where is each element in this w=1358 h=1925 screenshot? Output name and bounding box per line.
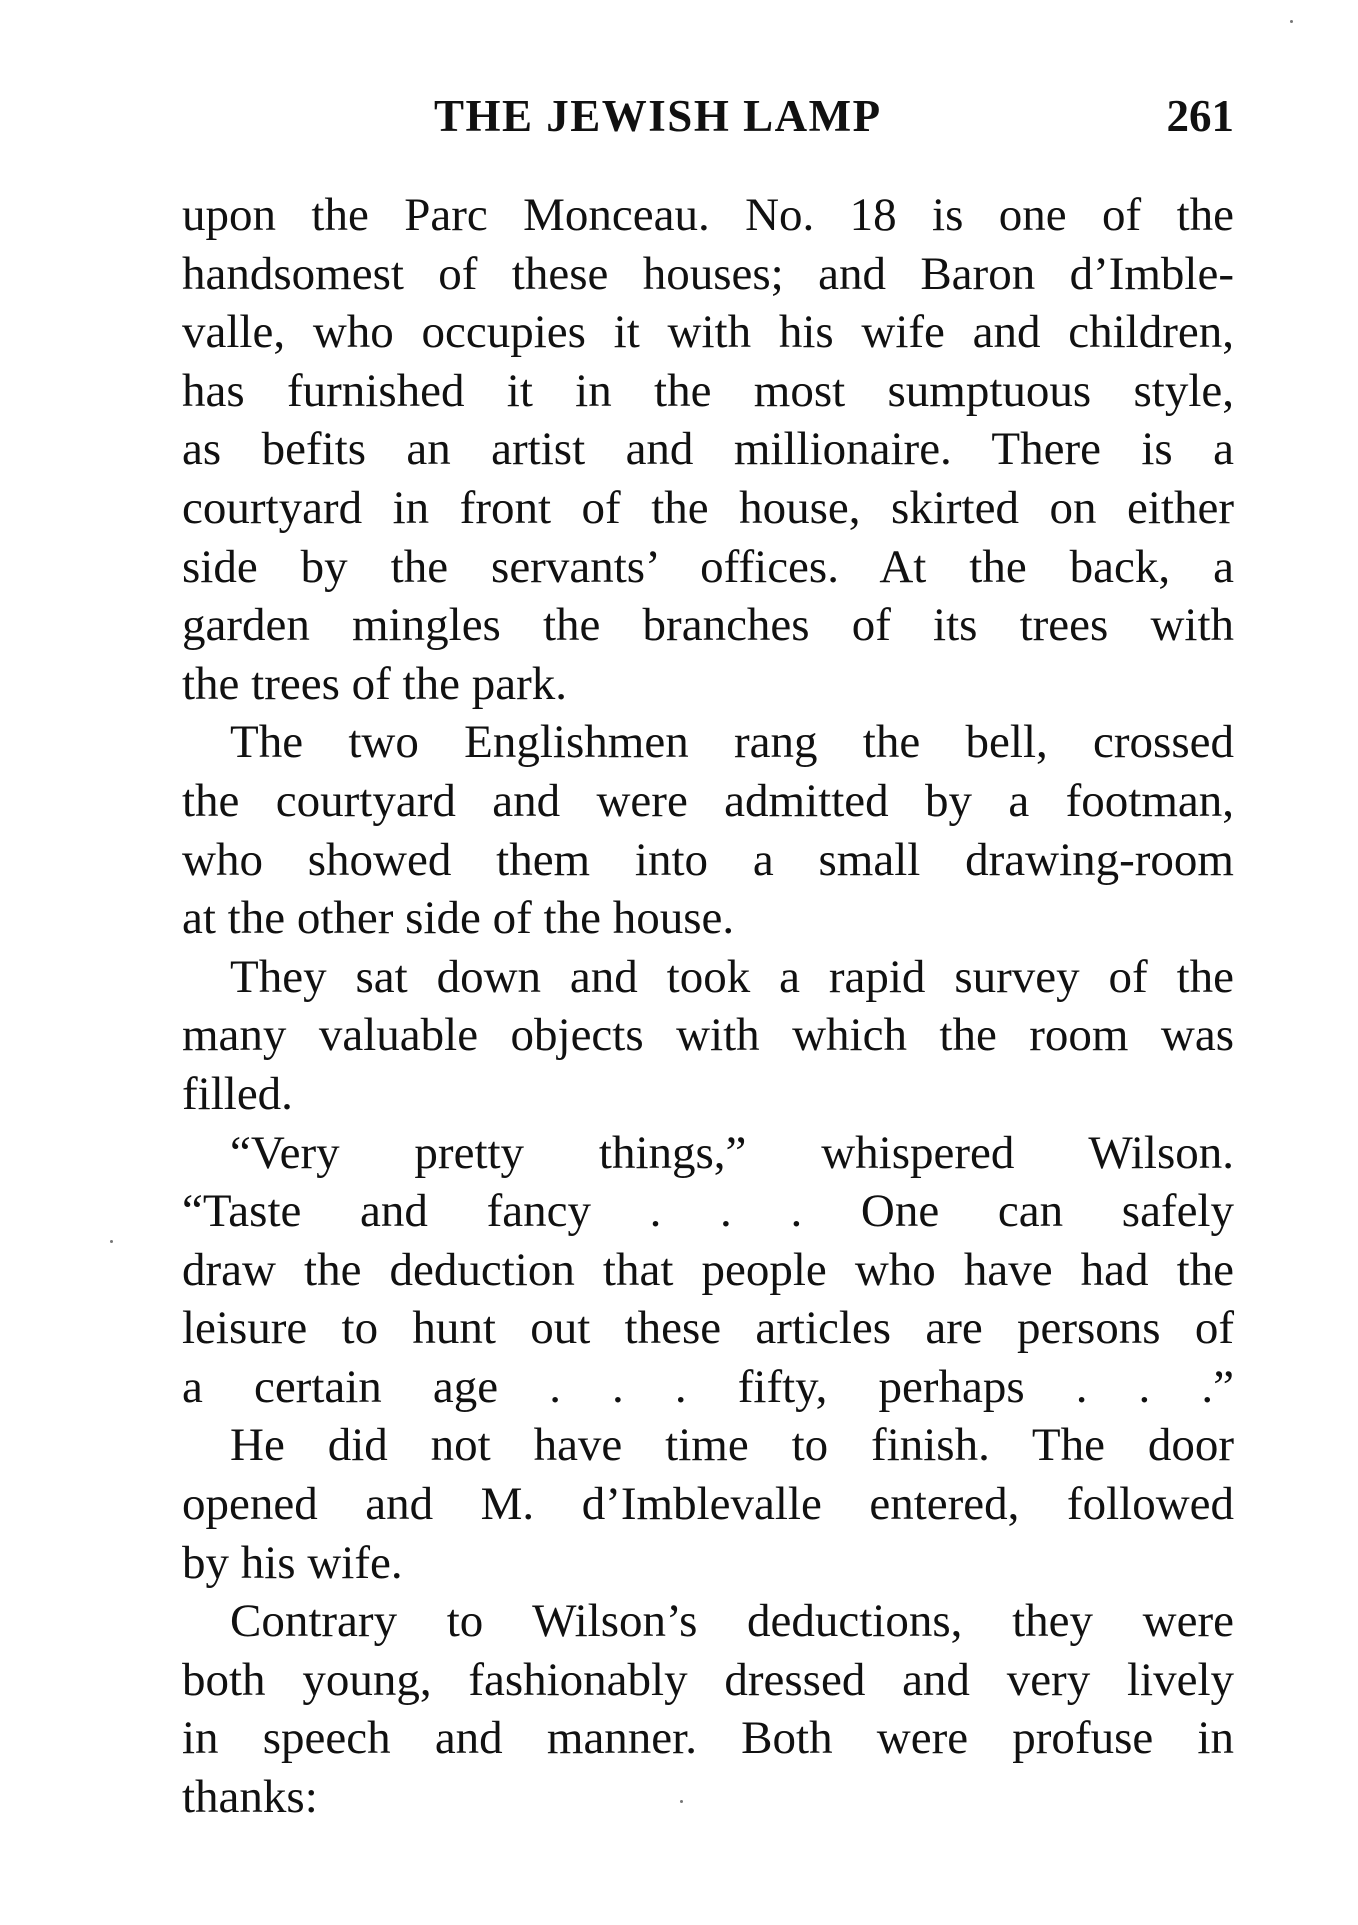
text-line: courtyard in front of the house, skirted on either [182, 481, 1234, 534]
text-line: at the other side of the house. [182, 892, 735, 945]
text-line: the trees of the park. [182, 657, 567, 710]
text-line: both young, fashionably dressed and very lively [182, 1653, 1234, 1706]
print-speck [1290, 20, 1293, 23]
print-speck [680, 1800, 683, 1803]
text-line: leisure to hunt out these articles are persons of [182, 1302, 1234, 1355]
text-line: thanks: [182, 1771, 318, 1824]
text-line: in speech and manner. Both were profuse in [182, 1712, 1234, 1765]
text-line: garden mingles the branches of its trees with [182, 599, 1234, 652]
text-line: “Very pretty things,” whispered Wilson. [230, 1126, 1234, 1179]
text-line: a certain age . . . fifty, perhaps . . .” [182, 1360, 1234, 1413]
text-line: filled. [182, 1067, 293, 1120]
text-line: valle, who occupies it with his wife and children, [182, 306, 1234, 359]
text-line: side by the servants’ offices. At the back, a [182, 540, 1234, 593]
text-line: upon the Parc Monceau. No. 18 is one of the [182, 189, 1234, 241]
running-title: THE JEWISH LAMP [434, 91, 882, 141]
text-line: has furnished it in the most sumptuous style, [182, 364, 1234, 417]
body-text [182, 186, 1234, 1827]
text-line: They sat down and took a rapid survey of the [230, 950, 1234, 1003]
text-line: as befits an artist and millionaire. There is a [182, 423, 1234, 476]
text-line: opened and M. d’Imblevalle entered, followed [182, 1478, 1234, 1531]
text-line: draw the deduction that people who have had the [182, 1243, 1234, 1296]
text-line: many valuable objects with which the room was [182, 1009, 1234, 1062]
text-line: “Taste and fancy . . . One can safely [182, 1185, 1234, 1238]
text-line: Contrary to Wilson’s deductions, they were [230, 1595, 1234, 1648]
text-line: He did not have time to finish. The door [230, 1419, 1234, 1472]
text-line: by his wife. [182, 1536, 403, 1589]
running-head [182, 90, 1234, 150]
page-number: 261 [1166, 91, 1234, 141]
text-line: The two Englishmen rang the bell, crossed [230, 716, 1234, 769]
text-line: the courtyard and were admitted by a footman, [182, 774, 1234, 827]
print-speck [110, 1240, 113, 1243]
text-line: who showed them into a small drawing-room [182, 833, 1234, 886]
text-line: handsomest of these houses; and Baron d’Imble- [182, 247, 1234, 300]
